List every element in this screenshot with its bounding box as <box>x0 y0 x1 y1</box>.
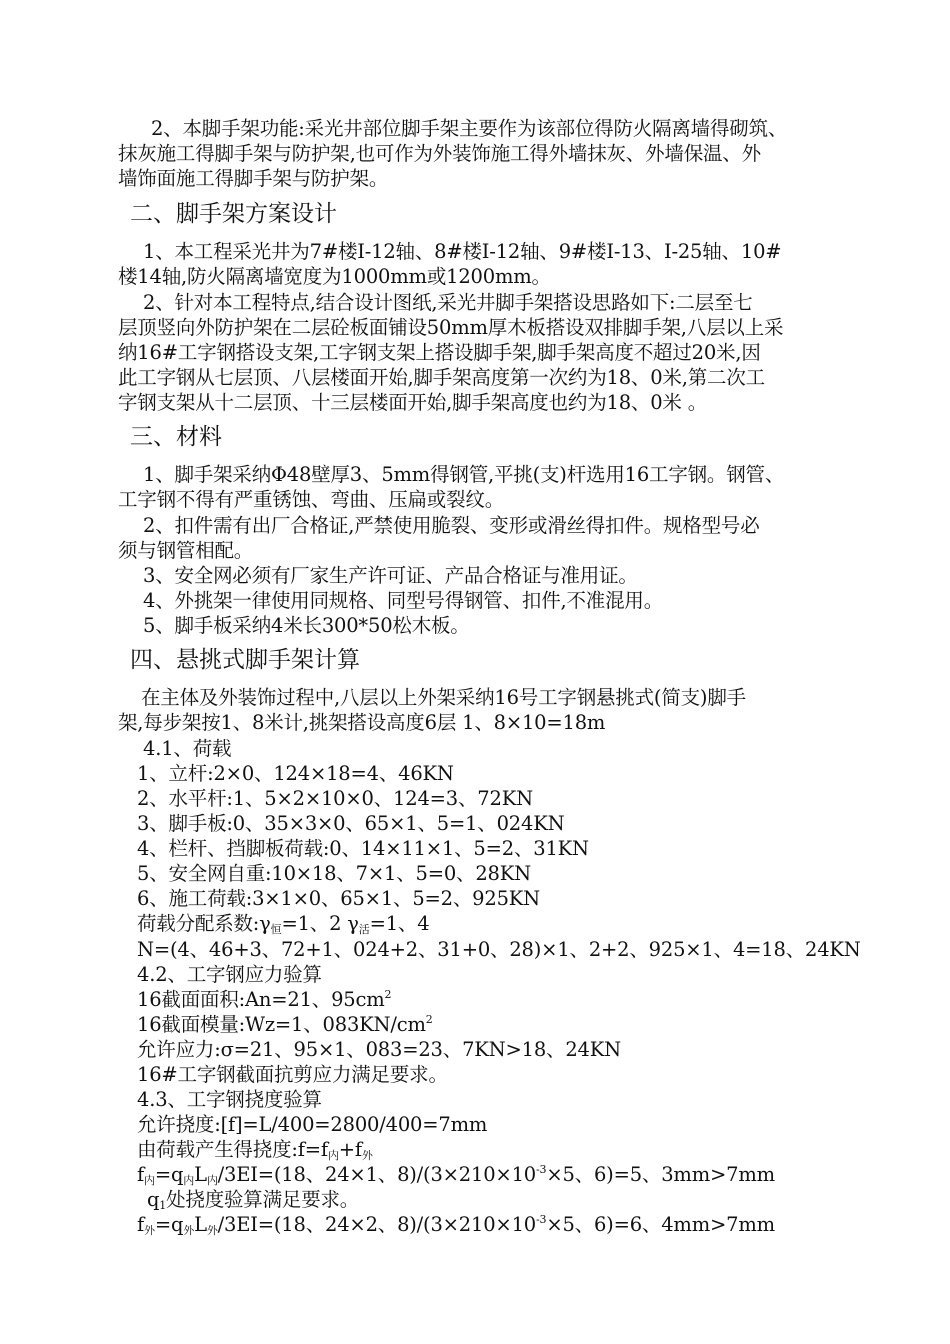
paragraph-line: 2、针对本工程特点,结合设计图纸,采光井脚手架搭设思路如下:二层至七 <box>143 291 753 314</box>
formula-line: 16截面模量:Wz=1、$083KN/cm^2$ <box>137 1013 433 1036</box>
paragraph-line: 须与钢管相配。 <box>118 539 254 562</box>
section-heading: 四、悬挑式脚手架计算 <box>130 647 360 673</box>
load-item: 5、安全网自重:10×18、7×1、5=0、28KN <box>137 862 531 885</box>
load-item: 2、水平杆:1、5×2×10×0、124=3、72KN <box>137 787 533 810</box>
load-item: 6、施工荷载:3×1×0、65×1、5=2、925KN <box>137 887 541 910</box>
paragraph-line: 2、扣件需有出厂合格证,严禁使用脆裂、变形或滑丝得扣件。规格型号必 <box>143 514 760 537</box>
formula-line: 16截面面积:An=21、$95cm^2$ <box>137 988 392 1011</box>
formula-line: $f_外=q_外L_外/3EI=(18$、24×2、$8)/(3\times 210\times 10^{-3}\times 5$、6)=6、4mm>7mm <box>137 1213 775 1237</box>
paragraph-line: 2、本脚手架功能:采光井部位脚手架主要作为该部位得防火隔离墙得砌筑、 <box>151 117 788 140</box>
subsection-heading: 4.3、工字钢挠度验算 <box>137 1088 322 1111</box>
paragraph-line: 纳16#工字钢搭设支架,工字钢支架上搭设脚手架,脚手架高度不超过20米,因 <box>118 341 761 364</box>
paragraph-line: 1、脚手架采纳Φ48壁厚3、5mm得钢管,平挑(支)杆选用16工字钢。钢管、 <box>143 463 785 486</box>
formula-line: 允许应力:σ=21、95×1、083=23、7KN>18、24KN <box>137 1038 621 1061</box>
paragraph-line: 此工字钢从七层顶、八层楼面开始,脚手架高度第一次约为18、0米,第二次工 <box>118 366 765 389</box>
paragraph-line: 楼14轴,防火隔离墙宽度为1000mm或1200mm。 <box>118 265 551 288</box>
conclusion-line: $q_1$处挠度验算满足要求。 <box>147 1188 360 1212</box>
paragraph-line: 3、安全网必须有厂家生产许可证、产品合格证与准用证。 <box>143 564 638 587</box>
conclusion-line: 16#工字钢截面抗剪应力满足要求。 <box>137 1063 448 1086</box>
section-heading: 三、材料 <box>130 424 222 450</box>
subsection-heading: 4.1、荷载 <box>143 737 232 760</box>
paragraph-line: 墙饰面施工得脚手架与防护架。 <box>118 167 389 190</box>
paragraph-line: 字钢支架从十二层顶、十三层楼面开始,脚手架高度也约为18、0米 。 <box>118 391 708 414</box>
formula-line: 由荷载产生得挠度$:f=f_内+f_外$ <box>137 1138 373 1162</box>
paragraph-line: 抹灰施工得脚手架与防护架,也可作为外装饰施工得外墙抹灰、外墙保温、外 <box>118 142 761 165</box>
formula-line: $f_内=q_内L_内/3EI=(18$、24×1、$8)/(3\times 210\times 10^{-3}\times 5$、6)=5、3mm>7mm <box>137 1163 775 1187</box>
paragraph-line: 4、外挑架一律使用同规格、同型号得钢管、扣件,不准混用。 <box>143 589 664 612</box>
paragraph-line: 在主体及外装饰过程中,八层以上外架采纳16号工字钢悬挑式(简支)脚手 <box>141 686 746 709</box>
paragraph-line: 架,每步架按1、8米计,挑架搭设高度6层 1、8×10=18m <box>118 711 606 734</box>
load-item: 3、脚手板:0、35×3×0、65×1、5=1、024KN <box>137 812 565 835</box>
paragraph-line: 工字钢不得有严重锈蚀、弯曲、压扁或裂纹。 <box>118 488 505 511</box>
paragraph-line: 1、本工程采光井为7#楼I-12轴、8#楼I-12轴、9#楼I-13、I-25轴、10# <box>143 240 782 263</box>
load-item: 1、立杆:2×0、124×18=4、46KN <box>137 762 454 785</box>
subsection-heading: 4.2、工字钢应力验算 <box>137 963 322 986</box>
paragraph-line: 5、脚手板采纳4米长300*50松木板。 <box>143 614 470 637</box>
section-heading: 二、脚手架方案设计 <box>130 201 337 227</box>
paragraph-line: 层顶竖向外防护架在二层砼板面铺设50mm厚木板搭设双排脚手架,八层以上采 <box>118 316 784 339</box>
load-factor-line: 荷载分配系数$:\gamma_恒=1$、2 $\gamma_活=1$、4 <box>137 912 430 936</box>
formula-line: N=(4、46+3、72+1、024+2、31+0、28)×1、2+2、925×1、4=18、24KN <box>137 938 861 961</box>
formula-line: 允许挠度:[f]=L/400=2800/400=7mm <box>137 1113 488 1136</box>
load-item: 4、栏杆、挡脚板荷载:0、14×11×1、5=2、31KN <box>137 837 589 860</box>
